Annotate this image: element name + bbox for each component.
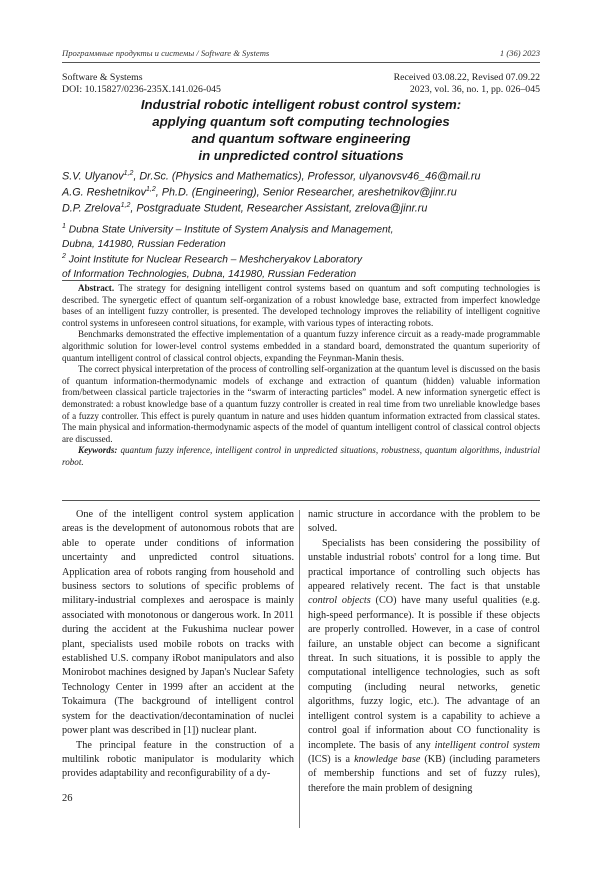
page-number: 26	[62, 793, 73, 804]
abstract-block	[62, 283, 540, 469]
affiliation-line: Dubna State University – Institute of System Analysis and Management,	[68, 224, 394, 236]
author-line	[62, 170, 481, 183]
body-text: (ICS) is a	[308, 753, 355, 765]
title-line: applying quantum soft computing technologies	[152, 114, 450, 129]
author-details: , Dr.Sc. (Physics and Mathematics), Professor, ulyanovsv46_46@mail.ru	[133, 170, 481, 183]
emphasis-term: knowledge base	[354, 753, 421, 765]
meta-row-2	[62, 84, 540, 96]
meta-row-1	[62, 72, 540, 84]
abstract-bottom-rule	[62, 500, 540, 501]
title-line: and quantum software engineering	[191, 131, 411, 146]
author-name: D.P. Zrelova	[62, 202, 121, 215]
affiliation-line: of Information Technologies, Dubna, 141980, Russian Federation	[62, 268, 357, 280]
author-affil-sup: 1,2	[123, 170, 134, 177]
affiliation-line: Joint Institute for Nuclear Research – Meshcheryakov Laboratory	[68, 254, 363, 266]
body-text: (KB) (including parameters of membership functions and set of fuzzy rules), therefore the main problem of designing	[308, 753, 540, 794]
body-column-left	[62, 508, 294, 782]
keywords-text: quantum fuzzy inference, intelligent control in unpredicted situations, robustness, quantum algorithms, industrial robot.	[62, 445, 540, 467]
column-divider	[299, 510, 300, 828]
abstract-paragraph: The correct physical interpretation of the process of controlling self-organization at the quantum level is discussed on the basis of quantum information-thermodynamic models of exchange and extraction of quantum (hidden) valuable information from/between classical particle trajectories in the “swarm of interacting particles” model. A new information synergetic effect is demonstrated: a robust knowledge base of a quantum fuzzy controller is created in real time from two unreliable knowledge bases of a fuzzy controller. This effect is purely quantum in nature and uses hidden quantum information extracted from classical states. The main physical and information-thermodynamic aspects of the model of quantum intelligent control of classical control objects are discussed.	[62, 364, 540, 444]
body-column-right	[308, 508, 540, 796]
author-name: S.V. Ulyanov	[62, 170, 124, 183]
author-details: , Postgraduate Student, Researcher Assistant, zrelova@jinr.ru	[130, 202, 428, 215]
keywords-paragraph	[62, 445, 540, 468]
running-head-issue: 1 (36) 2023	[499, 48, 540, 58]
received-dates: Received 03.08.22, Revised 07.09.22	[393, 72, 540, 83]
body-text: Specialists has been considering the possibility of unstable industrial robots' control for a long time. But practical importance of controlling such objects has appeared relatively recent. The fact is that unstable	[308, 537, 540, 593]
emphasis-term: intelligent control system	[434, 739, 540, 751]
body-paragraph: namic structure in accordance with the problem to be solved.	[308, 509, 540, 535]
author-details: , Ph.D. (Engineering), Senior Researcher, areshetnikov@jinr.ru	[155, 186, 457, 199]
affiliation-line: Dubna, 141980, Russian Federation	[62, 238, 226, 250]
citation: 2023, vol. 36, no. 1, pp. 026–045	[409, 84, 540, 95]
abstract-text: The strategy for designing intelligent control systems based on quantum and soft computing technologies is described. The synergetic effect of quantum self-organization of a robust knowledge base, extracted from imperfect knowledge bases of an intelligent fuzzy controller, is presented. The developed technology improves the reliability of intelligent cognitive control systems in unforeseen control situations, for example, with various types of interacting robots.	[62, 283, 541, 328]
emphasis-term: control objects	[308, 595, 371, 607]
affiliation-number: 2	[62, 253, 66, 260]
title-line: Industrial robotic intelligent robust control system:	[140, 97, 462, 112]
abstract-label: Abstract.	[78, 283, 115, 293]
author-affil-sup: 1,2	[120, 202, 131, 209]
body-paragraph: One of the intelligent control system application areas is the development of autonomous robots that are able to operate under conditions of information uncertainty and unpredicted control situations. Application area of robots ranging from household and business sectors to solutions of specific problems of military-industrial complexes and aerospace is mainly associated with monotonous or dangerous work. In 2011 during the accident at the Fukushima nuclear power plant, specialists used mobile robots on tracks with established U.S. company iRobot manipulators and also Monirobot machines designed by Japan's Nuclear Safety Technology Center in 1999 after an accident at the Tokaimura (The background of intelligent control system for the deactivation/decontamination of nuclei power plant was described in [1]) nuclear plant.	[62, 509, 294, 737]
running-head	[62, 48, 540, 60]
abstract-paragraph	[62, 283, 540, 329]
title-line: in unpredicted control situations	[198, 148, 404, 163]
author-line	[62, 186, 457, 199]
doi: DOI: 10.15827/0236-235X.141.026-045	[62, 84, 221, 95]
affiliation-number: 1	[62, 223, 66, 230]
affiliation-1	[62, 220, 393, 252]
abstract-top-rule	[62, 280, 540, 281]
body-paragraph	[308, 537, 540, 796]
keywords-label: Keywords:	[78, 445, 118, 456]
abstract-paragraph: Benchmarks demonstrated the effective implementation of a quantum fuzzy inference circuit as a ready-made programmable algorithmic solution for lower-level control systems embedded in a standard board, demonstrated the quantum superiority of quantum intelligent control of classical control objects, expanding the Feynman-Manin thesis.	[62, 329, 540, 363]
journal-name: Software & Systems	[62, 72, 143, 83]
author-affil-sup: 1,2	[146, 186, 156, 193]
body-paragraph: The principal feature in the construction of a multilink robotic manipulator is modularity which provides adaptability and reconfigurability of a dy-	[62, 739, 294, 780]
running-head-journal: Программные продукты и системы / Software & Systems	[62, 48, 270, 58]
affiliation-2	[62, 250, 362, 282]
body-text: (CO) have many useful qualities (e.g. high-speed performance). It is possible if these objects are properly controlled. However, in a case of control failure, an unstable object can become a significant threat. In such situations, it is possible to apply the computational intelligence technologies, such as soft computing (including neural networks, genetic algorithms, fuzzy logic, etc.). The advantage of an intelligent control system is a capability to achieve a control goal if information about CO functionality is incomplete. The basis of any	[308, 595, 540, 751]
author-name: A.G. Reshetnikov	[62, 186, 147, 199]
header-rule	[62, 62, 540, 63]
article-title	[62, 96, 540, 164]
author-line	[62, 202, 427, 215]
